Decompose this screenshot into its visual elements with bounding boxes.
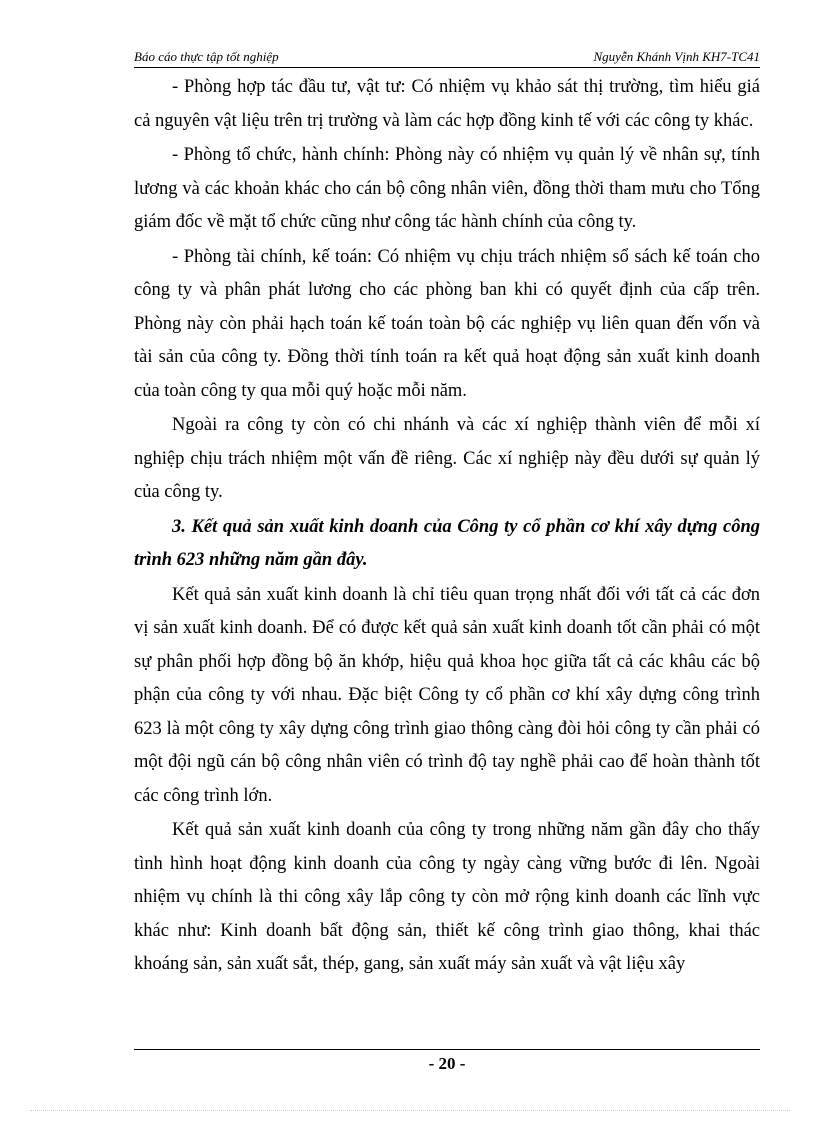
header-author: Nguyễn Khánh Vịnh KH7-TC41 (593, 49, 760, 64)
document-body (134, 71, 760, 982)
page-edge-divider (30, 1110, 790, 1111)
footer-divider (134, 1049, 760, 1050)
paragraph-investment-dept: - Phòng hợp tác đầu tư, vật tư: Có nhiệm vụ khảo sát thị trường, tìm hiểu giá cả nguyên vật liệu trên trị trường và làm các hợp đồng kinh tế với các công ty khác. (134, 77, 760, 131)
paragraph-recent-years: Kết quả sản xuất kinh doanh của công ty trong những năm gần đây cho thấy tình hình hoạt động kinh doanh của công ty ngày càng vững bước đi lên. Ngoài nhiệm vụ chính là thi công xây lắp công ty còn mở rộng kinh doanh các lĩnh vực khác như: Kinh doanh bất động sản, thiết kế công trình giao thông, khai thác khoáng sản, sản xuất sắt, thép, gang, sản xuất máy sản xuất và vật liệu xây (134, 820, 760, 974)
header-report-title: Báo cáo thực tập tốt nghiệp (134, 49, 279, 64)
paragraph-finance-dept: - Phòng tài chính, kế toán: Có nhiệm vụ chịu trách nhiệm sổ sách kế toán cho công ty và phân phát lương cho các phòng ban khi có quyết định của cấp trên. Phòng này còn phải hạch toán kế toán toàn bộ các nghiệp vụ liên quan đến vốn và tài sản của công ty. Đồng thời tính toán ra kết quả hoạt động sản xuất kinh doanh của toàn công ty qua mỗi quý hoặc mỗi năm. (134, 246, 760, 401)
section-heading: 3. Kết quả sản xuất kinh doanh của Công ty cổ phần cơ khí xây dựng công trình 623 những năm gần đây. (134, 516, 760, 570)
page-header (134, 47, 760, 68)
page-number: - 20 - (428, 1054, 466, 1073)
paragraph-branches: Ngoài ra công ty còn có chi nhánh và các xí nghiệp thành viên để mỗi xí nghiệp chịu trách nhiệm một vấn đề riêng. Các xí nghiệp này đều dưới sự quản lý của công ty. (134, 415, 760, 502)
paragraph-business-results: Kết quả sản xuất kinh doanh là chỉ tiêu quan trọng nhất đối với tất cả các đơn vị sản xuất kinh doanh. Để có được kết quả sản xuất kinh doanh tốt cần phải có một sự phân phối hợp đồng bộ ăn khớp, hiệu quả khoa học giữa tất cả các khâu các bộ phận của công ty với nhau. Đặc biệt Công ty cổ phần cơ khí xây dựng công trình 623 là một công ty xây dựng công trình giao thông càng đòi hỏi công ty cần phải có một đội ngũ cán bộ công nhân viên có trình độ tay nghề phải cao để hoàn thành tốt các công trình lớn. (134, 584, 760, 806)
paragraph-admin-dept: - Phòng tổ chức, hành chính: Phòng này có nhiệm vụ quản lý về nhân sự, tính lương và các khoản khác cho cán bộ công nhân viên, đồng thời tham mưu cho Tổng giám đốc về mặt tổ chức cũng như công tác hành chính của công ty. (134, 145, 760, 232)
